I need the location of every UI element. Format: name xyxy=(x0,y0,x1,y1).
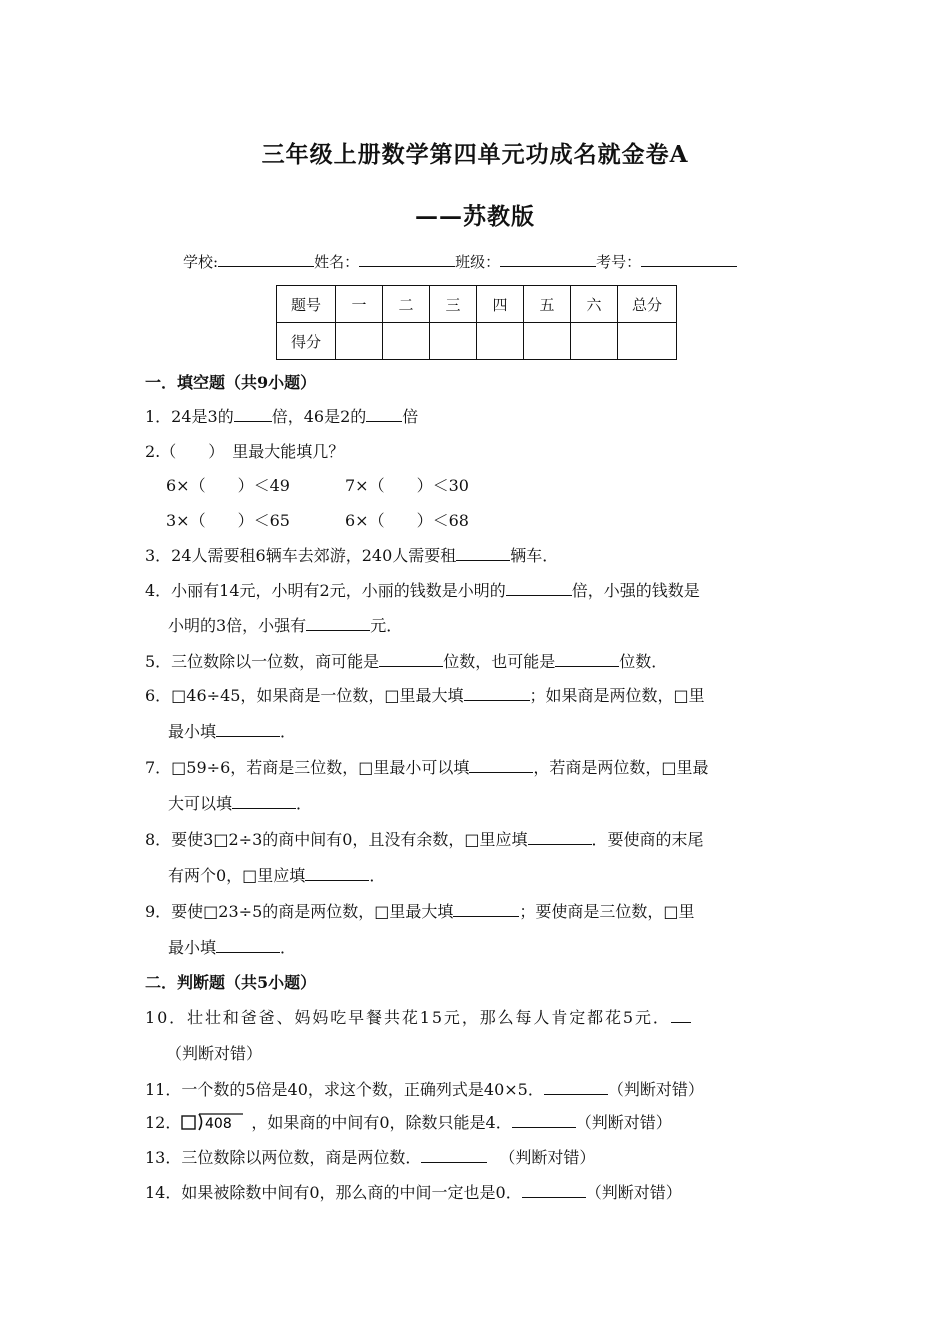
score-input-cell[interactable] xyxy=(477,323,524,360)
student-info-line xyxy=(183,251,737,272)
score-input-cell[interactable] xyxy=(524,323,571,360)
q12-text: ，如果商的中间有0，除数只能是4． xyxy=(251,1113,512,1132)
q12-text: （判断对错） xyxy=(575,1113,672,1132)
q2-item: 6×（ ）＜68 xyxy=(345,511,469,530)
q9-text: ． xyxy=(280,938,297,957)
q1-text: 倍，46是2的 xyxy=(271,407,367,426)
q10-blank[interactable] xyxy=(671,1006,691,1023)
score-row-label: 得分 xyxy=(277,323,336,360)
q6-blank-2[interactable] xyxy=(216,720,280,737)
q8-blank-1[interactable] xyxy=(528,828,592,845)
q5-blank-2[interactable] xyxy=(555,650,619,667)
q1-blank-1[interactable] xyxy=(234,405,272,422)
page-subtitle: ——苏教版 xyxy=(415,203,535,230)
q11-blank[interactable] xyxy=(544,1078,608,1095)
q8-blank-2[interactable] xyxy=(305,864,369,881)
q13-text: （判断对错） xyxy=(499,1148,596,1167)
question-14 xyxy=(145,1180,682,1203)
q7-text: ，若商是两位数，□里最 xyxy=(533,758,709,777)
q14-text: 14．如果被除数中间有0，那么商的中间一定也是0． xyxy=(145,1183,522,1202)
q4-text: 元． xyxy=(370,616,403,635)
question-9 xyxy=(145,899,695,922)
question-6-cont xyxy=(168,719,296,742)
score-input-cell[interactable] xyxy=(336,323,383,360)
q9-text: ；要使商是三位数，□里 xyxy=(519,902,695,921)
name-blank[interactable] xyxy=(359,251,455,267)
q7-text: 7．□59÷6，若商是三位数，□里最小可以填 xyxy=(145,758,470,777)
question-13 xyxy=(145,1145,595,1168)
exam-no-blank[interactable] xyxy=(641,251,737,267)
question-10-cont: （判断对错） xyxy=(166,1044,263,1063)
school-blank[interactable] xyxy=(218,251,314,267)
score-cell: 三 xyxy=(430,286,477,323)
question-3 xyxy=(145,543,558,566)
score-cell: 一 xyxy=(336,286,383,323)
score-input-cell[interactable] xyxy=(571,323,618,360)
q9-blank-2[interactable] xyxy=(216,936,280,953)
q5-text: 5．三位数除以一位数，商可能是 xyxy=(145,652,380,671)
q9-text: 最小填 xyxy=(168,938,217,957)
q3-text: 3．24人需要租6辆车去郊游，240人需要租 xyxy=(145,546,457,565)
question-7-cont xyxy=(168,791,312,814)
score-cell: 五 xyxy=(524,286,571,323)
score-cell: 总分 xyxy=(618,286,677,323)
question-1 xyxy=(145,404,418,427)
q2-item: 7×（ ）＜30 xyxy=(345,476,469,495)
q6-text: ；如果商是两位数，□里 xyxy=(529,686,705,705)
q12-blank[interactable] xyxy=(512,1111,576,1128)
question-5 xyxy=(145,649,667,672)
q2-item: 6×（ ）＜49 xyxy=(166,476,290,495)
q9-text: 9．要使□23÷5的商是两位数，□里最大填 xyxy=(145,902,454,921)
question-2-heading: 2.（ ） 里最大能填几？ xyxy=(145,442,345,461)
q1-blank-2[interactable] xyxy=(366,405,402,422)
q6-text: 最小填 xyxy=(168,722,217,741)
q5-text: 位数，也可能是 xyxy=(443,652,556,671)
score-table xyxy=(276,285,677,360)
division-bracket-image xyxy=(181,1112,245,1136)
q7-blank-2[interactable] xyxy=(232,792,296,809)
school-label: 学校: xyxy=(183,253,219,271)
score-cell: 二 xyxy=(383,286,430,323)
q8-text: 8．要使3□2÷3的商中间有0，且没有余数，□里应填 xyxy=(145,830,528,849)
question-9-cont xyxy=(168,935,296,958)
score-input-cell[interactable] xyxy=(618,323,677,360)
score-cell: 六 xyxy=(571,286,618,323)
score-input-cell[interactable] xyxy=(430,323,477,360)
question-8-cont xyxy=(168,863,385,886)
q8-text: 有两个0，□里应填 xyxy=(168,866,306,885)
q1-text: 倍 xyxy=(402,407,419,426)
question-12 xyxy=(145,1110,672,1136)
q9-blank-1[interactable] xyxy=(453,900,519,917)
q11-text: 11．一个数的5倍是40，求这个数，正确列式是40×5． xyxy=(145,1080,544,1099)
q14-text: （判断对错） xyxy=(585,1183,682,1202)
question-10 xyxy=(145,1005,691,1028)
question-4-cont xyxy=(168,613,402,636)
name-label: 姓名： xyxy=(314,253,360,271)
q8-text: ．要使商的末尾 xyxy=(591,830,704,849)
q2-item: 3×（ ）＜65 xyxy=(166,511,290,530)
score-cell: 题号 xyxy=(277,286,336,323)
question-4 xyxy=(145,578,700,601)
q3-blank[interactable] xyxy=(456,544,510,561)
q10-text: 10．壮壮和爸爸、妈妈吃早餐共花15元，那么每人肯定都花5元． xyxy=(145,1008,671,1027)
score-table-score-row xyxy=(277,323,677,360)
question-6 xyxy=(145,683,705,706)
q5-text: 位数． xyxy=(619,652,668,671)
question-11 xyxy=(145,1077,704,1100)
q13-blank[interactable] xyxy=(421,1146,487,1163)
q4-blank-1[interactable] xyxy=(506,579,572,596)
q6-blank-1[interactable] xyxy=(464,684,530,701)
class-blank[interactable] xyxy=(500,251,596,267)
score-input-cell[interactable] xyxy=(383,323,430,360)
q7-text: 大可以填 xyxy=(168,794,233,813)
q14-blank[interactable] xyxy=(522,1181,586,1198)
q13-text: 13．三位数除以两位数，商是两位数． xyxy=(145,1148,422,1167)
q6-text: 6．□46÷45，如果商是一位数，□里最大填 xyxy=(145,686,464,705)
q11-text: （判断对错） xyxy=(607,1080,704,1099)
q4-blank-2[interactable] xyxy=(306,614,370,631)
question-7 xyxy=(145,755,709,778)
section2-heading: 二．判断题（共5小题） xyxy=(145,973,317,992)
q1-text: 1．24是3的 xyxy=(145,407,234,426)
q12-number: 12． xyxy=(145,1113,182,1132)
question-8 xyxy=(145,827,704,850)
score-cell: 四 xyxy=(477,286,524,323)
dividend-text: 408 xyxy=(205,1115,233,1132)
q7-text: ． xyxy=(296,794,313,813)
page-title: 三年级上册数学第四单元功成名就金卷A xyxy=(261,141,689,168)
section1-heading: 一．填空题（共9小题） xyxy=(145,373,317,392)
q7-blank-1[interactable] xyxy=(469,756,533,773)
class-label: 班级： xyxy=(455,253,501,271)
q6-text: ． xyxy=(280,722,297,741)
q4-text: 倍，小强的钱数是 xyxy=(571,581,700,600)
q4-text: 小明的3倍，小强有 xyxy=(168,616,307,635)
q3-text: 辆车． xyxy=(510,546,559,565)
q5-blank-1[interactable] xyxy=(379,650,443,667)
q8-text: ． xyxy=(369,866,386,885)
exam-no-label: 考号： xyxy=(596,253,642,271)
score-table-header-row xyxy=(277,286,677,323)
q4-text: 4．小丽有14元，小明有2元，小丽的钱数是小明的 xyxy=(145,581,506,600)
